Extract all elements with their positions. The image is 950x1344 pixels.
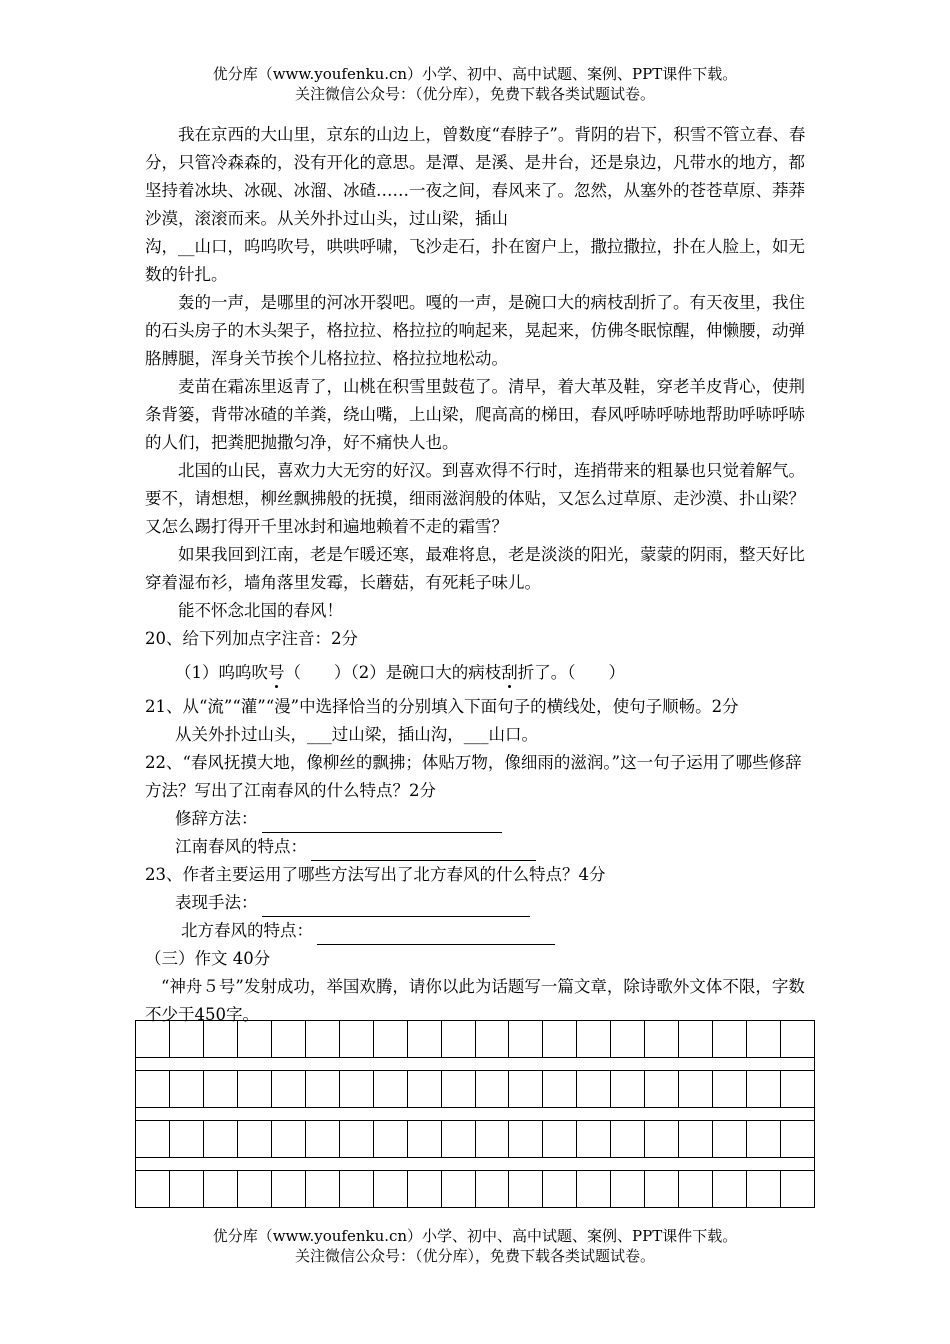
grid-cell[interactable] xyxy=(238,1071,272,1107)
grid-cell[interactable] xyxy=(713,1121,747,1157)
grid-cell[interactable] xyxy=(136,1021,170,1057)
grid-cell[interactable] xyxy=(679,1071,713,1107)
grid-cell[interactable] xyxy=(543,1021,577,1057)
grid-cell[interactable] xyxy=(679,1021,713,1057)
grid-cell[interactable] xyxy=(509,1071,543,1107)
grid-cell[interactable] xyxy=(543,1121,577,1157)
grid-row-gap xyxy=(135,1157,815,1170)
grid-cell[interactable] xyxy=(713,1071,747,1107)
passage-paragraph-4: 北国的山民，喜欢力大无穷的好汉。到喜欢得不行时，连捎带来的粗暴也只觉着解气。要不，请想想，柳丝飘拂般的抚摸，细雨滋润般的体贴，又怎么过草原、走沙漠、扑山梁？又怎么踢打得开千里冰封和遍地赖着不走的霜雪？ xyxy=(145,461,805,536)
grid-cell[interactable] xyxy=(442,1071,476,1107)
grid-cell[interactable] xyxy=(747,1121,781,1157)
grid-cell[interactable] xyxy=(476,1071,510,1107)
question-23-method xyxy=(145,889,810,917)
grid-cell[interactable] xyxy=(306,1121,340,1157)
page-footer xyxy=(0,1226,950,1266)
q22-rhetoric-answer-line[interactable] xyxy=(262,812,502,833)
grid-cell[interactable] xyxy=(781,1171,814,1207)
grid-cell[interactable] xyxy=(408,1021,442,1057)
grid-cell[interactable] xyxy=(645,1171,679,1207)
grid-cell[interactable] xyxy=(340,1171,374,1207)
grid-cell[interactable] xyxy=(509,1171,543,1207)
grid-cell[interactable] xyxy=(204,1171,238,1207)
header-line-1: 优分库（www.youfenku.cn）小学、初中、高中试题、案例、PPT课件下载。 xyxy=(212,65,738,83)
grid-cell[interactable] xyxy=(781,1021,814,1057)
grid-cell[interactable] xyxy=(679,1171,713,1207)
grid-cell[interactable] xyxy=(645,1121,679,1157)
q22-feature-answer-line[interactable] xyxy=(311,840,536,861)
grid-cell[interactable] xyxy=(306,1021,340,1057)
grid-cell[interactable] xyxy=(170,1021,204,1057)
grid-cell[interactable] xyxy=(645,1071,679,1107)
grid-cell[interactable] xyxy=(136,1171,170,1207)
essay-writing-grid[interactable] xyxy=(135,1020,815,1208)
q23-method-label: 表现手法： xyxy=(175,893,258,912)
grid-cell[interactable] xyxy=(747,1021,781,1057)
grid-row-gap xyxy=(135,1107,815,1120)
essay-section-title: （三）作文 40分 xyxy=(145,949,271,968)
grid-cell[interactable] xyxy=(374,1021,408,1057)
question-22: 22、“春风抚摸大地，像柳丝的飘拂；体贴万物，像细雨的滋润。”这一句子运用了哪些修辞方法？写出了江南春风的什么特点？2分 xyxy=(145,753,802,800)
question-23: 23、作者主要运用了哪些方法写出了北方春风的什么特点？4分 xyxy=(145,865,606,884)
grid-cell[interactable] xyxy=(476,1171,510,1207)
grid-cell[interactable] xyxy=(136,1071,170,1107)
header-line-2: 关注微信公众号：（优分库），免费下载各类试题试卷。 xyxy=(294,85,655,103)
grid-cell[interactable] xyxy=(272,1021,306,1057)
grid-row-gap xyxy=(135,1057,815,1070)
question-23-feature xyxy=(145,917,810,945)
grid-cell[interactable] xyxy=(170,1171,204,1207)
grid-cell[interactable] xyxy=(509,1121,543,1157)
q20-dotted-char-a: 号 xyxy=(268,663,285,682)
grid-cell[interactable] xyxy=(747,1171,781,1207)
grid-cell[interactable] xyxy=(408,1071,442,1107)
grid-row[interactable] xyxy=(135,1020,815,1057)
grid-cell[interactable] xyxy=(577,1021,611,1057)
passage-paragraph-1b: 沟，__山口，呜呜吹号，哄哄呼啸，飞沙走石，扑在窗户上，撒拉撒拉，扑在人脸上，如无数的针扎。 xyxy=(145,237,805,284)
grid-cell[interactable] xyxy=(374,1171,408,1207)
grid-cell[interactable] xyxy=(238,1171,272,1207)
grid-cell[interactable] xyxy=(611,1171,645,1207)
q22-rhetoric-label: 修辞方法： xyxy=(175,809,258,828)
grid-cell[interactable] xyxy=(408,1121,442,1157)
question-22-feature xyxy=(145,833,810,861)
grid-cell[interactable] xyxy=(374,1071,408,1107)
q20-part-a: （1）呜呜吹 xyxy=(175,663,268,682)
grid-cell[interactable] xyxy=(170,1071,204,1107)
grid-cell[interactable] xyxy=(340,1021,374,1057)
grid-cell[interactable] xyxy=(577,1071,611,1107)
grid-cell[interactable] xyxy=(747,1071,781,1107)
grid-cell[interactable] xyxy=(374,1121,408,1157)
grid-cell[interactable] xyxy=(611,1121,645,1157)
grid-cell[interactable] xyxy=(442,1121,476,1157)
passage-paragraph-6: 能不怀念北国的春风！ xyxy=(178,601,343,620)
grid-cell[interactable] xyxy=(272,1121,306,1157)
q23-feature-label: 北方春风的特点： xyxy=(181,921,313,940)
question-22-rhetoric xyxy=(145,805,810,833)
question-20: 20、给下列加点字注音：2分 xyxy=(145,629,358,648)
passage-paragraph-5: 如果我回到江南，老是乍暖还寒，最难将息，老是淡淡的阳光，蒙蒙的阴雨，整天好比穿着湿布衫，墙角落里发霉，长蘑菇，有死耗子味儿。 xyxy=(145,545,805,592)
grid-cell[interactable] xyxy=(442,1171,476,1207)
grid-row[interactable] xyxy=(135,1170,815,1208)
grid-cell[interactable] xyxy=(238,1021,272,1057)
exam-content xyxy=(145,121,810,1029)
grid-cell[interactable] xyxy=(306,1171,340,1207)
grid-cell[interactable] xyxy=(170,1121,204,1157)
grid-cell[interactable] xyxy=(611,1071,645,1107)
q20-dotted-char-b: 刮 xyxy=(501,663,518,682)
grid-cell[interactable] xyxy=(408,1171,442,1207)
essay-prompt: “神舟５号”发射成功，举国欢腾，请你以此为话题写一篇文章，除诗歌外文体不限，字数不少于450字。 xyxy=(145,977,805,1024)
grid-cell[interactable] xyxy=(476,1021,510,1057)
grid-cell[interactable] xyxy=(713,1171,747,1207)
grid-row[interactable] xyxy=(135,1120,815,1157)
q23-method-answer-line[interactable] xyxy=(262,896,530,917)
q20-answer-slot-b[interactable]: 折了。（ ） xyxy=(517,663,625,682)
grid-cell[interactable] xyxy=(476,1121,510,1157)
passage-paragraph-1a: 我在京西的大山里，京东的山边上，曾数度“春脖子”。背阴的岩下，积雪不管立春、春分，只管冷森森的，没有开化的意思。是潭、是溪、是井台，还是泉边，凡带水的地方，都坚持着冰块、冰砚、冰溜、冰碴……一夜之间，春风来了。忽然，从塞外的苍苍草原、莽莽沙漠，滚滚而来。从关外扑过山头，过山梁，插山 xyxy=(145,125,806,228)
passage-paragraph-3: 麦苗在霜冻里返青了，山桃在积雪里鼓苞了。清早，着大革及鞋，穿老羊皮背心，使荆条背篓，背带冰碴的羊粪，绕山嘴，上山梁，爬高高的梯田，春风呼哧呼哧地帮助呼哧呼哧的人们，把粪肥抛撒匀净，好不痛快人也。 xyxy=(145,377,805,452)
passage-paragraph-2: 轰的一声，是哪里的河冰开裂吧。嘎的一声，是碗口大的病枝刮折了。有天夜里，我住的石头房子的木头架子，格拉拉、格拉拉的响起来，晃起来，仿佛冬眠惊醒，伸懒腰，动弹胳膊腿，浑身关节挨个儿格拉拉、格拉拉地松动。 xyxy=(145,293,805,368)
q22-feature-label: 江南春风的特点： xyxy=(175,837,307,856)
footer-line-1: 优分库（www.youfenku.cn）小学、初中、高中试题、案例、PPT课件下载。 xyxy=(212,1227,738,1245)
grid-cell[interactable] xyxy=(679,1121,713,1157)
grid-cell[interactable] xyxy=(238,1121,272,1157)
question-21: 21、从“流”“灌”“漫”中选择恰当的分别填入下面句子的横线处，使句子顺畅。2分 xyxy=(145,697,739,716)
grid-cell[interactable] xyxy=(611,1021,645,1057)
grid-cell[interactable] xyxy=(204,1071,238,1107)
grid-cell[interactable] xyxy=(645,1021,679,1057)
grid-cell[interactable] xyxy=(577,1121,611,1157)
grid-cell[interactable] xyxy=(543,1071,577,1107)
grid-cell[interactable] xyxy=(340,1121,374,1157)
question-21-sentence[interactable]: 从关外扑过山头，___过山梁，插山沟，___山口。 xyxy=(175,725,538,744)
grid-cell[interactable] xyxy=(713,1021,747,1057)
grid-cell[interactable] xyxy=(306,1071,340,1107)
grid-cell[interactable] xyxy=(442,1021,476,1057)
grid-cell[interactable] xyxy=(272,1071,306,1107)
grid-cell[interactable] xyxy=(340,1071,374,1107)
grid-cell[interactable] xyxy=(781,1071,814,1107)
grid-cell[interactable] xyxy=(577,1171,611,1207)
grid-cell[interactable] xyxy=(204,1121,238,1157)
q23-feature-answer-line[interactable] xyxy=(317,924,555,945)
grid-cell[interactable] xyxy=(543,1171,577,1207)
grid-cell[interactable] xyxy=(272,1171,306,1207)
grid-cell[interactable] xyxy=(136,1121,170,1157)
grid-cell[interactable] xyxy=(204,1021,238,1057)
question-20-items xyxy=(145,659,810,687)
grid-cell[interactable] xyxy=(509,1021,543,1057)
q20-answer-slot-a[interactable]: （ ）（2）是碗口大的病枝 xyxy=(284,663,502,682)
grid-cell[interactable] xyxy=(781,1121,814,1157)
footer-line-2: 关注微信公众号：（优分库），免费下载各类试题试卷。 xyxy=(294,1247,655,1265)
page-header xyxy=(0,64,950,104)
grid-row[interactable] xyxy=(135,1070,815,1107)
